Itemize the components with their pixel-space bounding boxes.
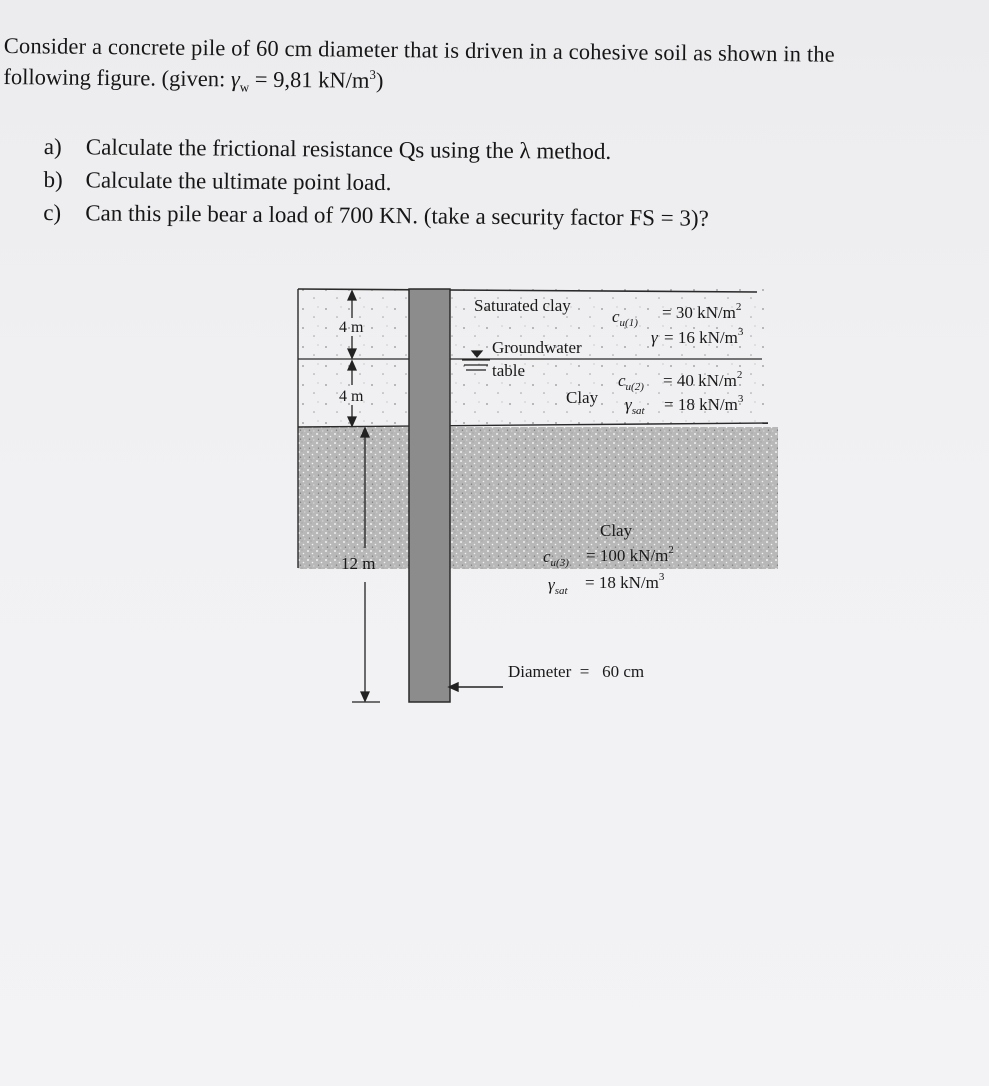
gamma1-symbol: γ — [651, 328, 658, 347]
cu-symbol: c — [612, 307, 620, 326]
gamma-value: = 9,81 kN/m — [249, 66, 370, 93]
unit-exponent: 2 — [668, 544, 674, 556]
intro-line-1: Consider a concrete pile of 60 cm diameter that is driven in a cohesive soil as shown in the — [3, 32, 836, 67]
question-letter: a) — [43, 133, 62, 160]
sat-subscript: sat — [631, 405, 645, 417]
question-letter: c) — [43, 199, 62, 226]
gamma-subscript: w — [239, 79, 250, 95]
value-text: = 100 kN/m — [586, 546, 669, 565]
gamma3-symbol — [548, 575, 568, 597]
unit-exponent: 3 — [369, 66, 377, 82]
diameter-arrow — [449, 683, 503, 691]
question-letter: b) — [43, 166, 63, 193]
concrete-pile — [409, 289, 450, 702]
question-text: Calculate the frictional resistance Qs using the λ method. — [85, 134, 612, 164]
layer2-name: Clay — [566, 388, 599, 407]
question-text: Calculate the ultimate point load. — [85, 167, 392, 196]
unit-exponent: 3 — [737, 393, 744, 405]
question-text: Can this pile bear a load of 700 KN. (take a security factor FS = 3)? — [85, 200, 709, 231]
cu-subscript: u(2) — [625, 381, 644, 393]
unit-exponent: 3 — [658, 571, 665, 583]
cu-symbol: c — [618, 371, 626, 390]
value-text: = 18 kN/m — [664, 395, 738, 414]
depth-label: 4 m — [339, 388, 364, 405]
unit-exponent: 2 — [736, 369, 743, 381]
unit-exponent: 3 — [737, 326, 744, 338]
cu-subscript: u(3) — [550, 557, 569, 569]
diameter-label: Diameter = 60 cm — [508, 662, 645, 681]
depth-label: 4 m — [339, 319, 364, 336]
groundwater-label: Groundwater — [492, 338, 582, 357]
lower-clay-layer — [298, 427, 778, 569]
intro-line-2-prefix: following figure. (given: — [3, 63, 232, 92]
cu-symbol: c — [543, 547, 551, 566]
intro-line-2-end: ) — [375, 67, 384, 93]
sat-subscript: sat — [554, 585, 568, 597]
gamma2-value — [664, 393, 744, 414]
gamma3-value — [585, 571, 665, 592]
layer3-name: Clay — [600, 521, 633, 540]
groundwater-label: table — [492, 361, 526, 380]
value-text: = 18 kN/m — [585, 573, 659, 592]
gamma-symbol: γ — [548, 575, 555, 594]
cu3-value — [586, 544, 674, 565]
depth-label: 12 m — [341, 554, 376, 573]
gamma-symbol: γ — [230, 66, 240, 92]
gamma1-value — [664, 326, 744, 347]
value-text: = 16 kN/m — [664, 328, 738, 347]
unit-exponent: 2 — [735, 301, 742, 313]
value-text: = 40 kN/m — [663, 371, 737, 390]
cu1-value — [662, 301, 741, 322]
gamma-symbol: γ — [625, 395, 632, 414]
layer1-name: Saturated clay — [474, 296, 571, 315]
cu2-value — [663, 369, 742, 390]
cu-subscript: u(1) — [619, 317, 638, 329]
value-text: = 30 kN/m — [662, 303, 736, 322]
